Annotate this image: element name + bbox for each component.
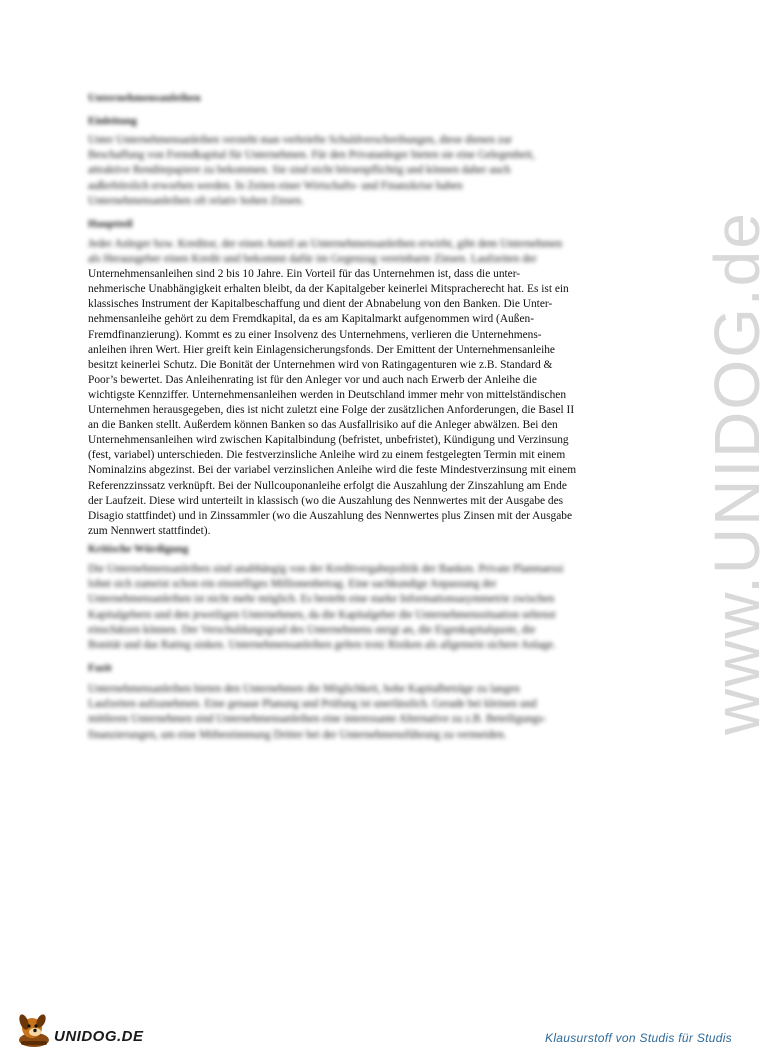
text-line: Fremdfinanzierung). Kommt es zu einer Insolvenz des Unternehmens, verlieren die Unternehmens- xyxy=(88,328,542,341)
text-line: Kapitalgebern und den jeweiligen Unternehmen, da die Kapitalgeber die Unternehmenssituation seltenst xyxy=(88,608,556,621)
text-line: lohnt sich zumeist schon ein einstelliges Millionenbetrag. Eine sachkundige Anpassung der xyxy=(88,578,497,591)
footer-slogan: Klausurstoff von Studis für Studis xyxy=(545,1031,732,1045)
dog-mascot-icon xyxy=(12,1010,56,1050)
conclusion-heading: Fazit xyxy=(88,662,112,674)
text-line: als Herausgeber einen Kredit und bekommt dafür im Gegenzug vereinbarte Zinsen. Laufzeiten der xyxy=(88,253,537,266)
text-line: nehmerische Unabhängigkeit erhalten bleibt, da der Kapitalgeber keinerlei Mitspracherecht hat. Es ist ein xyxy=(88,283,569,296)
text-line: Referenzzinssatz verknüpft. Bei der Nullcouponanleihe erfolgt die Auszahlung der Zinszahlung am Ende xyxy=(88,479,567,492)
text-line: anleihen ihren Wert. Hier greift kein Einlagensicherungsfonds. Der Emittent der Unternehmensanleihe xyxy=(88,343,555,356)
text-line: Unternehmen herausgegeben, dies ist nicht zuletzt eine Folge der zusätzlichen Anforderungen, die Basel II xyxy=(88,404,575,417)
document-title: Unternehmensanleihen xyxy=(88,92,201,104)
text-line: Unternehmensanleihen sind 2 bis 10 Jahre. Ein Vorteil für das Unternehmen ist, dass die unter- xyxy=(88,268,521,281)
text-line: klassisches Instrument der Kapitalbeschaffung und dient der Abnabelung von den Banken. Die Unter- xyxy=(88,298,553,311)
critique-heading: Kritische Würdigung xyxy=(88,543,189,555)
main-paragraph xyxy=(88,237,688,539)
critique-paragraph xyxy=(88,562,670,653)
text-line: attraktive Renditepapiere zu bekommen. Sie sind nicht börsenpflichtig und können daher auch xyxy=(88,164,511,177)
text-line: Poor’s bewertet. Das Anleihenrating ist für den Anleger vor und auch nach Erwerb der Anleihe die xyxy=(88,373,537,386)
text-line: besitzt keinerlei Schutz. Die Bonität der Unternehmen wird von Ratingagenturen wie z.B. Standard & xyxy=(88,358,553,371)
text-line: Laufzeiten aufzunehmen. Eine genaue Planung und Prüfung ist unerlässlich. Gerade bei kleinen und xyxy=(88,698,537,711)
text-line: an die Banken stellt. Außerdem können Banken so das Ausfallrisiko auf die Anleger abwälzen. Bei den xyxy=(88,419,558,432)
text-line: Unternehmensanleihen oft relativ hohen Zinsen. xyxy=(88,194,304,207)
logo-text: UNIDOG.DE xyxy=(54,1027,144,1045)
text-line: finanzierungen, um eine Mitbestimmung Dritter bei der Unternehmensführung zu vermeiden. xyxy=(88,728,507,741)
conclusion-paragraph xyxy=(88,682,670,743)
text-line: Die Unternehmensanleihen sind unabhängig von der Kreditvergabepolitik der Banken. Private Planmaessi xyxy=(88,563,564,575)
text-line: Beschaffung von Fremdkapital für Unternehmen. Für den Privatanleger bieten sie eine Gelegenheit, xyxy=(88,149,535,162)
text-line: wichtigste Kennziffer. Unternehmensanleihen werden in Deutschland immer mehr von mittelständischen xyxy=(88,388,567,401)
unidog-logo[interactable] xyxy=(12,1010,152,1050)
text-line: Unternehmensanleihen ist nicht mehr möglich. Es besteht eine starke Informationsasymmetrie zwischen xyxy=(88,593,555,606)
text-line: Unter Unternehmensanleihen versteht man verbriefte Schuldverschreibungen, diese dienen zur xyxy=(88,134,513,146)
main-heading: Hauptteil xyxy=(88,218,133,230)
text-line: Unternehmensanleihen wird zwischen Kapitalbindung (befristet, unbefristet), Kündigung und Verzinsung xyxy=(88,434,569,447)
text-line: der Laufzeit. Diese wird unterteilt in klassisch (wo die Auszahlung des Nennwertes mit der Ausgabe des xyxy=(88,494,564,507)
intro-heading: Einleitung xyxy=(88,115,137,127)
text-line: zum Nennwert stattfindet). xyxy=(88,524,211,537)
text-line: Unternehmensanleihen bieten den Unternehmen die Möglichkeit, hohe Kapitalbeträge zu langen xyxy=(88,683,520,695)
text-line: einschätzen können. Der Verschuldungsgrad des Unternehmens steigt an, die Eigenkapitalquote, die xyxy=(88,623,536,636)
text-line: Jeder Anleger bzw. Kreditor, der einen Anteil an Unternehmensanleihen erwirbt, gibt dem Unternehmen xyxy=(88,238,563,250)
text-line: außerbörslich erworben werden. In Zeiten einer Wirtschafts- und Finanzkrise haben xyxy=(88,179,463,192)
intro-paragraph xyxy=(88,133,670,209)
text-line: Disagio stattfindet) und in Zinssammler (wo die Auszahlung des Nennwertes plus Zinsen mit der Ausgabe xyxy=(88,509,573,522)
text-line: Nominalzins abgezinst. Bei der variabel verzinslichen Anleihe wird die feste Mindestverzinsung mit einem xyxy=(88,464,577,477)
text-line: (fest, variabel) unterschieden. Die festverzinsliche Anleihe wird zu einem festgelegten Termin mit einem xyxy=(88,449,566,462)
text-line: mittleren Unternehmen sind Unternehmensanleihen eine interessante Alternative zu z.B. Beteiligungs- xyxy=(88,713,547,726)
text-line: Bonität und das Rating sinken. Unternehmensanleihen gelten trotz Risiken als allgemein sichere Anlage. xyxy=(88,639,556,652)
watermark: www.UNIDOG.de xyxy=(701,211,773,735)
text-line: nehmensanleihe gehört zu dem Fremdkapital, da es am Kapitalmarkt aufgenommen wird (Außen- xyxy=(88,313,534,326)
